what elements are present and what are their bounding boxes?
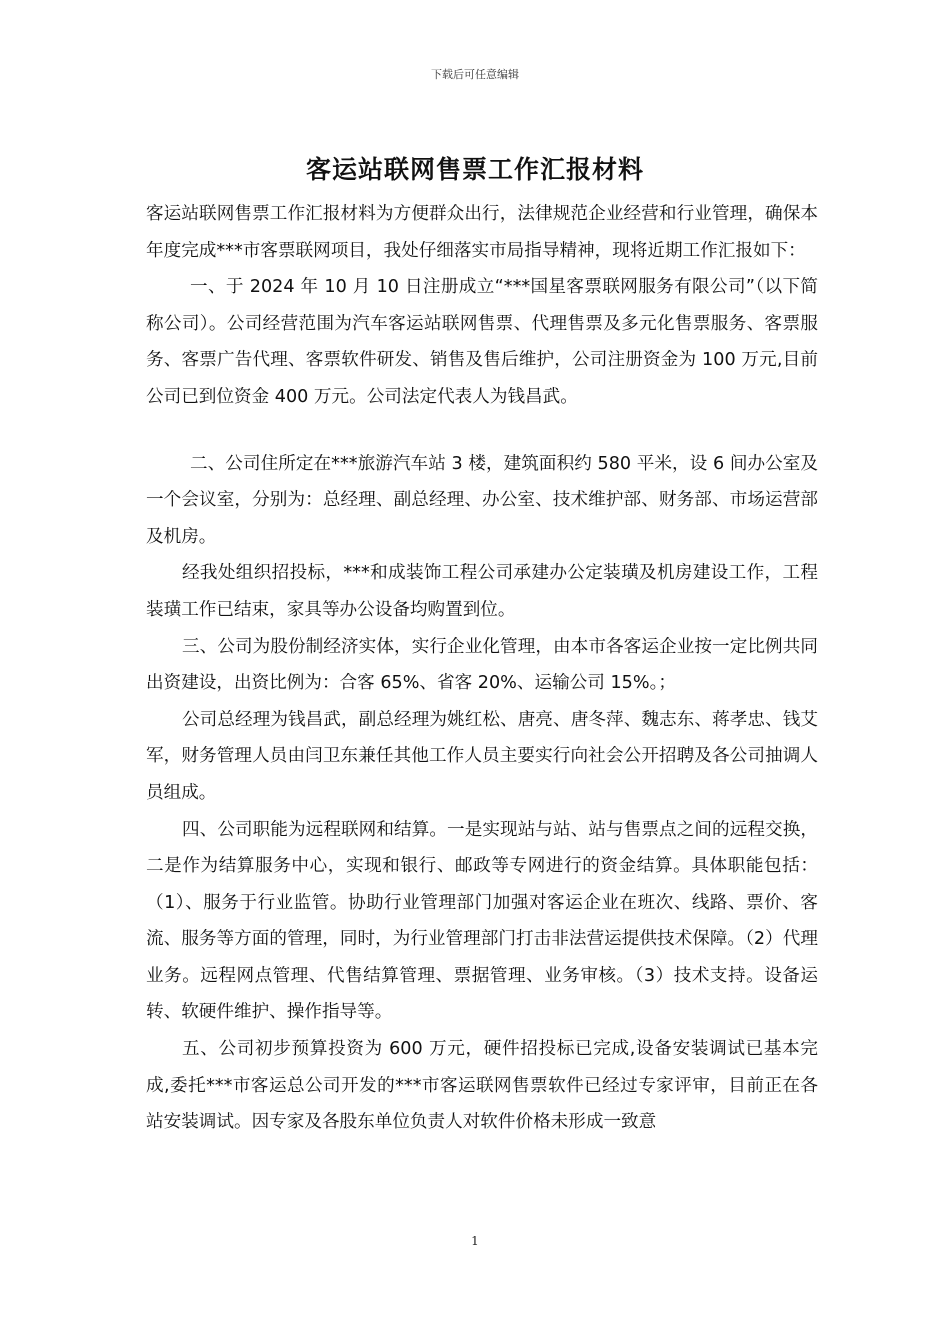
paragraph-section-4: 四、公司职能为远程联网和结算。一是实现站与站、站与售票点之间的远程交换，二是作为结算服务中心，实现和银行、邮政等专网进行的资金结算。具体职能包括：（1）、服务于行业监管。协助行业管理部门加强对客运企业在班次、线路、票价、客流、服务等方面的管理，同时，为行业管理部门打击非法营运提供技术保障。（2）代理业务。远程网点管理、代售结算管理、票据管理、业务审核。（3）技术支持。设备运转、软硬件维护、操作指导等。 bbox=[146, 819, 818, 1023]
paragraph-bidding: 经我处组织招投标，***和成装饰工程公司承建办公定装璜及机房建设工作，工程装璜工作已结束，家具等办公设备均购置到位。 bbox=[146, 563, 818, 620]
document-title: 客运站联网售票工作汇报材料 bbox=[305, 155, 644, 184]
page-number: 1 bbox=[471, 1234, 479, 1248]
paragraph-staff: 公司总经理为钱昌武，副总经理为姚红松、唐亮、唐冬萍、魏志东、蒋孝忠、钱艾军，财务管理人员由闫卫东兼任其他工作人员主要实行向社会公开招聘及各公司抽调人员组成。 bbox=[146, 709, 818, 803]
paragraph-spacer bbox=[146, 416, 818, 446]
paragraph-section-1: 一、于 2024 年 10 月 10 日注册成立“***国星客票联网服务有限公司”（以下简称公司）。公司经营范围为汽车客运站联网售票、代理售票及多元化售票服务、客票服务、客票广告代理、客票软件研发、销售及售后维护，公司注册资金为 100 万元,目前公司已到位资金 400 万元。公司法定代表人为钱昌武。 bbox=[146, 277, 818, 407]
header-note: 下载后可任意编辑 bbox=[431, 68, 519, 81]
paragraph-section-5: 五、公司初步预算投资为 600 万元，硬件招投标已完成,设备安装调试已基本完成,委托***市客运总公司开发的***市客运联网售票软件已经过专家评审，目前正在各站安装调试。因专家及各股东单位负责人对软件价格未形成一致意 bbox=[146, 1039, 818, 1133]
paragraph-section-2: 二、公司住所定在***旅游汽车站 3 楼，建筑面积约 580 平米，设 6 间办公室及一个会议室，分别为：总经理、副总经理、办公室、技术维护部、财务部、市场运营部及机房。 bbox=[146, 453, 818, 547]
document-body bbox=[146, 196, 818, 1141]
paragraph-section-3: 三、公司为股份制经济实体，实行企业化管理，由本市各客运企业按一定比例共同出资建设，出资比例为：合客 65%、省客 20%、运输公司 15%。； bbox=[146, 636, 818, 694]
paragraph-intro: 客运站联网售票工作汇报材料为方便群众出行，法律规范企业经营和行业管理，确保本年度完成***市客票联网项目，我处仔细落实市局指导精神，现将近期工作汇报如下： bbox=[146, 204, 818, 261]
